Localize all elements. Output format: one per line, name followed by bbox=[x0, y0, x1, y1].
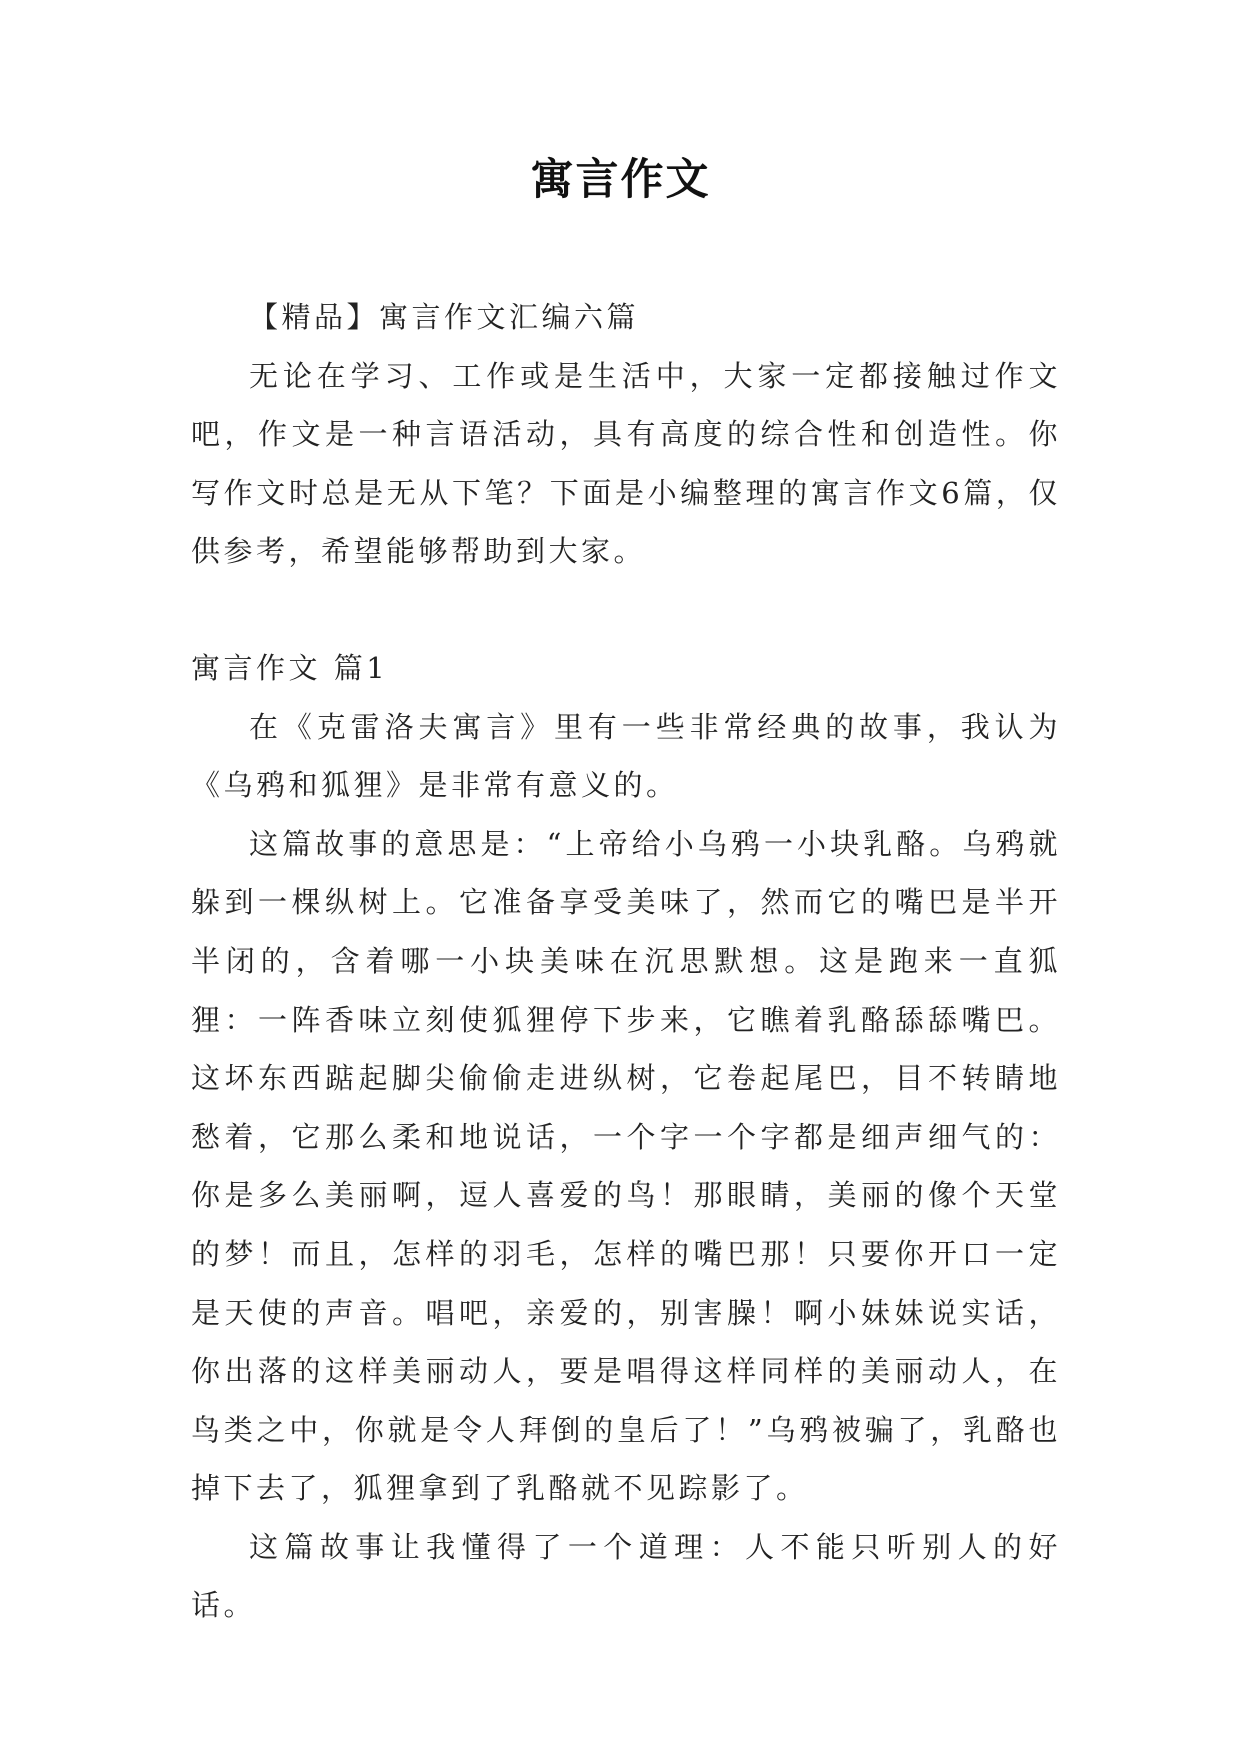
section-heading: 寓言作文 篇1 bbox=[191, 650, 389, 685]
section-paragraph: 这篇故事让我懂得了一个道理：人不能只听别人的好话。 bbox=[191, 1529, 1061, 1623]
document-body bbox=[191, 288, 1061, 1635]
section-paragraph: 这篇故事的意思是：“上帝给小乌鸦一小块乳酪。乌鸦就躲到一棵纵树上。它准备享受美味了，然而它的嘴巴是半开半闭的，含着哪一小块美味在沉思默想。这是跑来一直狐狸：一阵香味立刻使狐狸停下步来，它瞧着乳酪舔舔嘴巴。这坏东西踮起脚尖偷偷走进纵树，它卷起尾巴，目不转睛地愁着，它那么柔和地说话，一个字一个字都是细声细气的：你是多么美丽啊，逗人喜爱的鸟！那眼睛，美丽的像个天堂的梦！而且，怎样的羽毛，怎样的嘴巴那！只要你开口一定是天使的声音。唱吧，亲爱的，别害臊！啊小妹妹说实话，你出落的这样美丽动人，要是唱得这样同样的美丽动人，在鸟类之中，你就是令人拜倒的皇后了！”乌鸦被骗了，乳酪也掉下去了，狐狸拿到了乳酪就不见踪影了。 bbox=[191, 826, 1061, 1506]
document-subtitle: 【精品】寓言作文汇编六篇 bbox=[249, 300, 640, 334]
section-paragraph: 在《克雷洛夫寓言》里有一些非常经典的故事，我认为《乌鸦和狐狸》是非常有意义的。 bbox=[191, 709, 1061, 803]
page-title: 寓言作文 bbox=[530, 155, 711, 205]
intro-paragraph: 无论在学习、工作或是生活中，大家一定都接触过作文吧，作文是一种言语活动，具有高度的综合性和创造性。你写作文时总是无从下笔？下面是小编整理的寓言作文6篇，仅供参考，希望能够帮助到大家。 bbox=[191, 358, 1061, 569]
